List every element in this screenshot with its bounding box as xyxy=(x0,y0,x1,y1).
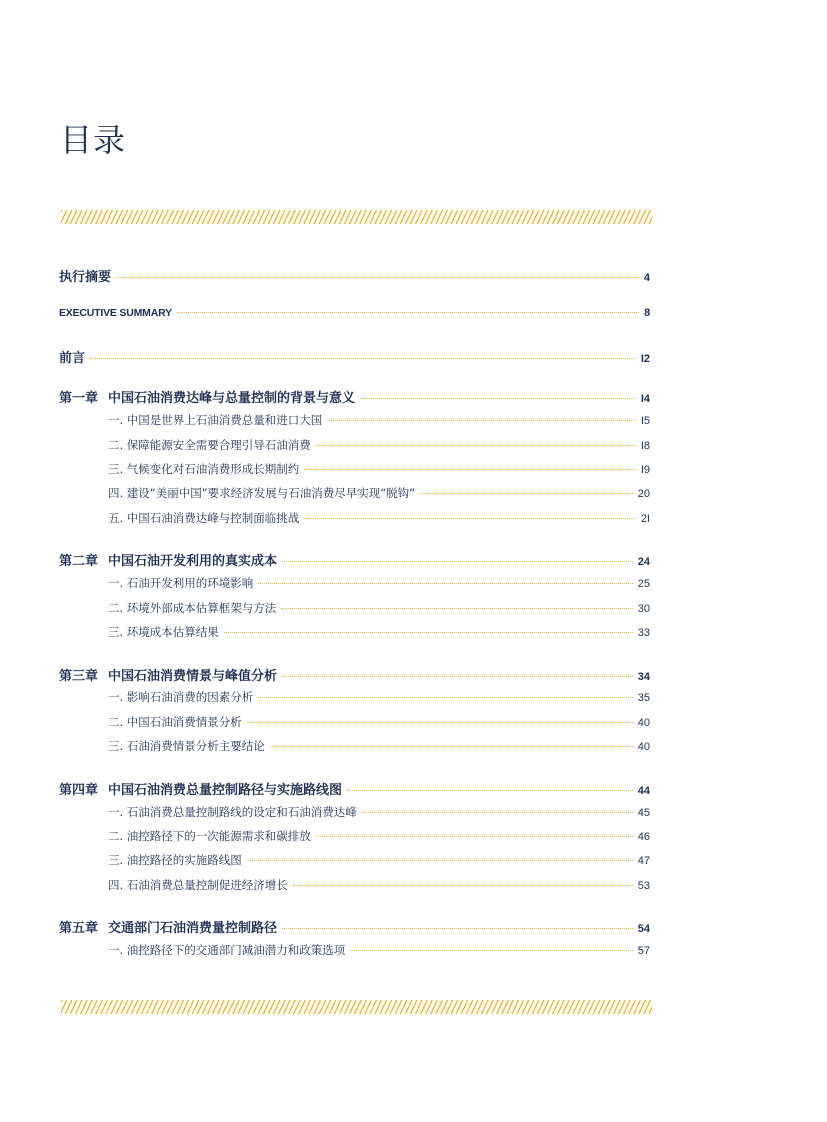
dot-leader xyxy=(304,469,636,470)
toc-section[interactable] xyxy=(108,461,650,477)
toc-page-number: I4 xyxy=(640,393,650,405)
toc-page-number: 44 xyxy=(637,785,650,797)
toc-page-number: 20 xyxy=(637,488,650,500)
toc-label: 执行摘要 xyxy=(59,270,112,285)
dot-leader xyxy=(247,860,633,861)
toc-page-number: 45 xyxy=(637,807,650,819)
toc-chapter-3[interactable] xyxy=(59,665,650,684)
toc-chapter-2[interactable] xyxy=(59,550,650,569)
section-title: 四. 建设“美丽中国”要求经济发展与石油消费尽早实现“脱钩” xyxy=(108,486,416,500)
toc-section[interactable] xyxy=(108,412,650,428)
dot-leader xyxy=(347,790,633,791)
dot-leader xyxy=(362,812,633,813)
toc-section[interactable] xyxy=(108,738,650,754)
page-title: 目录 xyxy=(60,121,127,159)
dot-leader xyxy=(304,518,636,519)
toc-page-number: 24 xyxy=(637,556,650,568)
section-title: 二. 油控路径下的一次能源需求和碳排放 xyxy=(108,829,311,843)
section-title: 一. 石油消费总量控制路线的设定和石油消费达峰 xyxy=(108,805,357,819)
toc-page-number: 57 xyxy=(637,945,650,957)
toc-chapter-4[interactable] xyxy=(59,779,650,798)
toc-section[interactable] xyxy=(108,714,650,730)
section-title: 三. 气候变化对石油消费形成长期制约 xyxy=(108,462,300,476)
toc-page-number: 4 xyxy=(643,272,650,284)
toc-section[interactable] xyxy=(108,942,650,958)
section-title: 一. 中国是世界上石油消费总量和进口大国 xyxy=(108,413,323,427)
toc-page-number: I8 xyxy=(640,440,650,452)
toc-section[interactable] xyxy=(108,852,650,868)
dot-leader xyxy=(247,722,633,723)
toc-chapter-5[interactable] xyxy=(59,917,650,936)
chapter-title: 中国石油消费总量控制路径与实施路线图 xyxy=(108,783,343,798)
section-title: 三. 环境成本估算结果 xyxy=(108,625,219,639)
dot-leader xyxy=(293,885,633,886)
toc-page-number: 30 xyxy=(637,603,650,615)
toc-page-number: 8 xyxy=(644,307,650,319)
toc-entry-exec-summary-cn[interactable] xyxy=(59,266,650,285)
toc-section[interactable] xyxy=(108,689,650,705)
dot-leader xyxy=(316,445,636,446)
dot-leader xyxy=(258,583,632,584)
toc-page-number: 54 xyxy=(637,923,650,935)
dot-leader xyxy=(360,398,636,399)
chapter-number: 第四章 xyxy=(59,783,99,798)
dot-leader xyxy=(224,632,633,633)
dot-leader xyxy=(316,836,633,837)
toc-page-number: 25 xyxy=(637,578,650,590)
chapter-title: 中国石油消费达峰与总量控制的背景与意义 xyxy=(108,391,356,406)
toc-page-number: I2 xyxy=(640,353,650,365)
chapter-title: 中国石油开发利用的真实成本 xyxy=(108,554,278,569)
section-title: 四. 石油消费总量控制促进经济增长 xyxy=(108,878,288,892)
toc-section[interactable] xyxy=(108,437,650,453)
toc-page-number: 35 xyxy=(637,692,650,704)
toc-section[interactable] xyxy=(108,485,650,501)
toc-page-number: 2I xyxy=(640,513,650,525)
toc-page-number: 46 xyxy=(637,831,650,843)
toc-section[interactable] xyxy=(108,624,650,640)
dot-leader xyxy=(350,950,632,951)
dot-leader xyxy=(327,420,636,421)
section-title: 二. 中国石油消费情景分析 xyxy=(108,715,242,729)
toc-page-number: 40 xyxy=(637,741,650,753)
toc-section[interactable] xyxy=(108,877,650,893)
toc-page-number: 53 xyxy=(637,880,650,892)
dot-leader xyxy=(282,928,633,929)
dot-leader xyxy=(282,676,633,677)
dot-leader xyxy=(282,561,633,562)
dot-leader xyxy=(258,697,632,698)
dot-leader xyxy=(90,358,636,359)
section-title: 五. 中国石油消费达峰与控制面临挑战 xyxy=(108,511,300,525)
toc-page-number: I9 xyxy=(640,464,650,476)
toc-label: EXECUTIVE SUMMARY xyxy=(59,307,172,319)
section-title: 一. 油控路径下的交通部门减油潜力和政策选项 xyxy=(108,943,346,957)
chapter-number: 第二章 xyxy=(59,554,99,569)
toc-label: 前言 xyxy=(59,351,86,366)
toc-page-number: 40 xyxy=(637,717,650,729)
toc-section[interactable] xyxy=(108,828,650,844)
toc-page-number: 34 xyxy=(637,671,650,683)
toc-section[interactable] xyxy=(108,575,650,591)
section-title: 二. 环境外部成本估算框架与方法 xyxy=(108,601,277,615)
section-title: 一. 石油开发利用的环境影响 xyxy=(108,576,254,590)
bottom-stripe-divider xyxy=(61,1000,652,1014)
toc-section[interactable] xyxy=(108,600,650,616)
chapter-title: 交通部门石油消费量控制路径 xyxy=(108,921,278,936)
toc-section[interactable] xyxy=(108,804,650,820)
dot-leader xyxy=(177,312,639,313)
toc-entry-foreword[interactable] xyxy=(59,347,650,366)
dot-leader xyxy=(116,277,639,278)
chapter-title: 中国石油消费情景与峰值分析 xyxy=(108,669,278,684)
chapter-number: 第五章 xyxy=(59,921,99,936)
chapter-number: 第一章 xyxy=(59,391,99,406)
section-title: 三. 石油消费情景分析主要结论 xyxy=(108,739,265,753)
toc-section[interactable] xyxy=(108,510,650,526)
toc-entry-exec-summary-en[interactable] xyxy=(59,307,650,319)
section-title: 一. 影响石油消费的因素分析 xyxy=(108,690,254,704)
dot-leader xyxy=(420,493,633,494)
section-title: 三. 油控路径的实施路线图 xyxy=(108,853,242,867)
toc-page-number: 33 xyxy=(637,627,650,639)
dot-leader xyxy=(270,746,633,747)
dot-leader xyxy=(281,608,632,609)
chapter-number: 第三章 xyxy=(59,669,99,684)
section-title: 二. 保障能源安全需要合理引导石油消费 xyxy=(108,438,311,452)
toc-page-number: I5 xyxy=(640,415,650,427)
toc-page-number: 47 xyxy=(637,855,650,867)
toc-chapter-1[interactable] xyxy=(59,387,650,406)
